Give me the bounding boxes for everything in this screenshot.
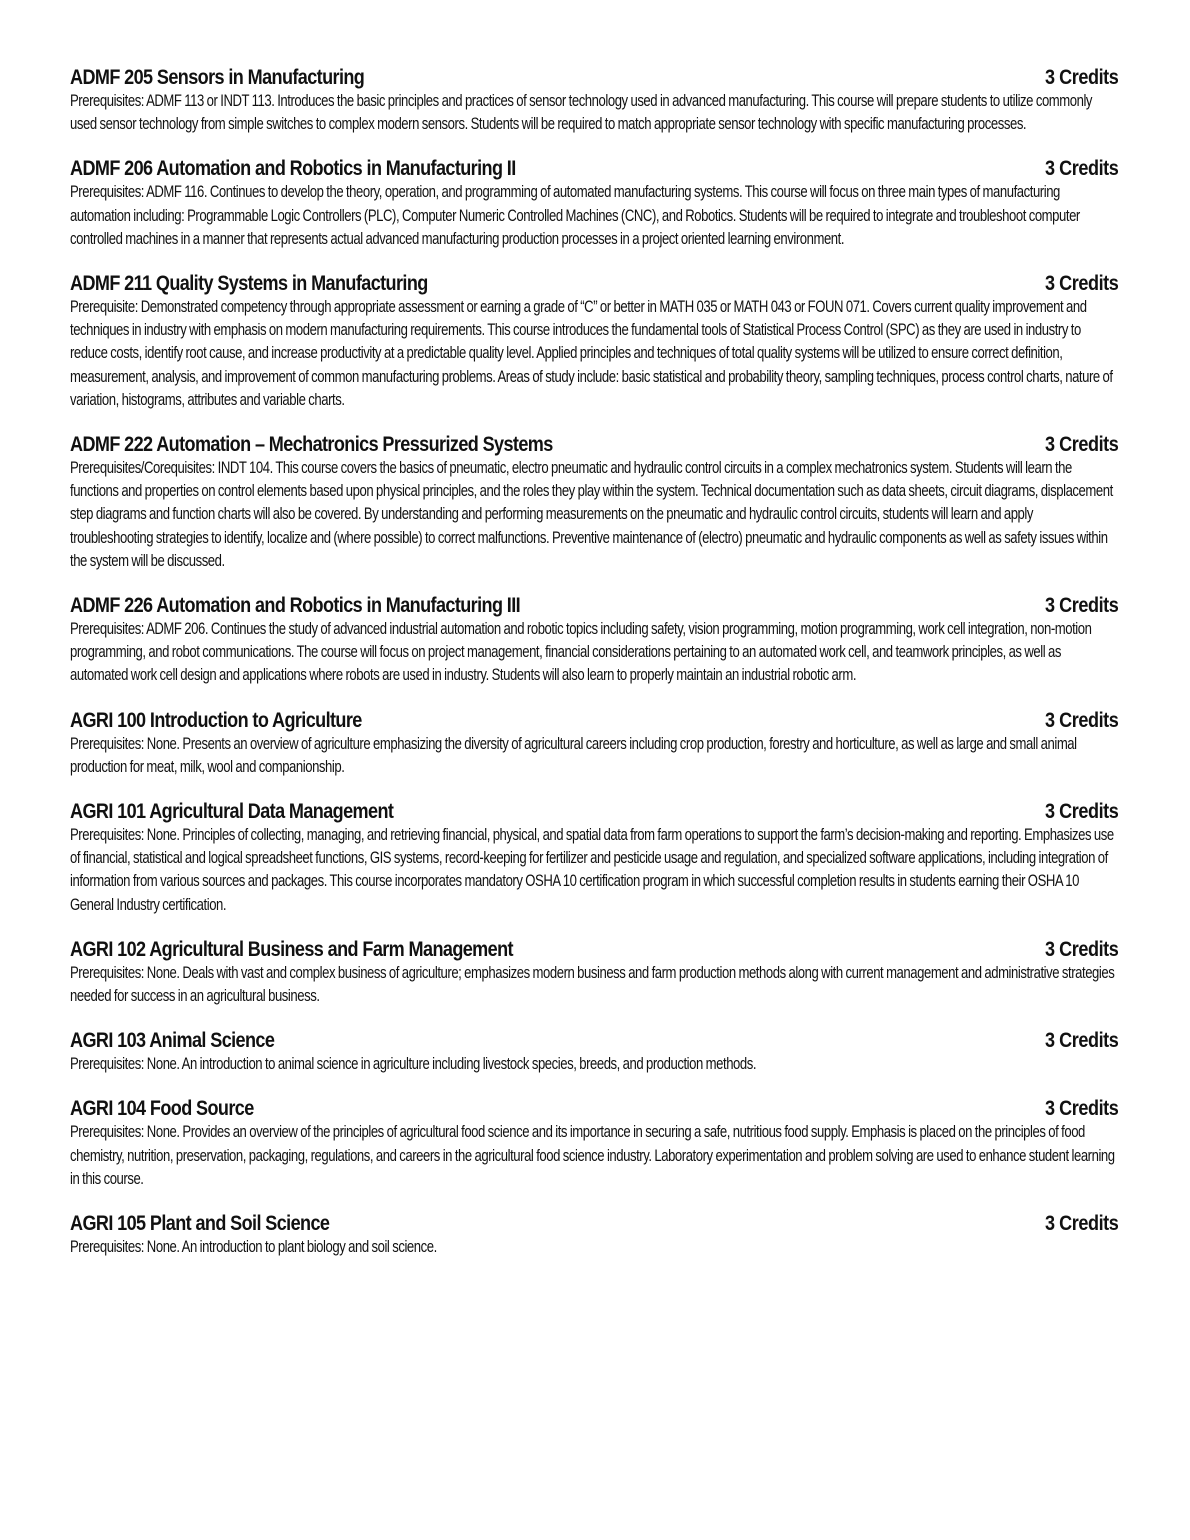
course-title: ADMF 205 Sensors in Manufacturing [70,66,365,89]
course-credits: 3 Credits [1044,157,1118,181]
course-entry-admf-211 [70,272,1118,412]
course-title: ADMF 226 Automation and Robotics in Manufacturing III [70,594,521,618]
course-entry-agri-104 [70,1097,1118,1191]
course-description: Prerequisites: ADMF 116. Continues to develop the theory, operation, and programming of automated manufacturing systems. This course will focus on three main types of manufacturing automation including: Programmable Logic Controllers (PLC), Computer Numeric Controlled Machines (CNC), and Robotics. Students will be required to integrate and troubleshoot computer controlled machines in a manner that represents actual advanced manufacturing production processes in a project oriented learning environment. [70,183,1080,248]
course-description: Prerequisites/Corequisites: INDT 104. This course covers the basics of pneumatic, electro pneumatic and hydraulic control circuits in a complex mechatronics system. Students will learn the functions and properties on control elements based upon physical principles, and the roles they play within the system. Technical documentation such as data sheets, circuit diagrams, displacement step diagrams and function charts will also be covered. By understanding and performing measurements on the pneumatic and hydraulic control circuits, students will learn and apply troubleshooting strategies to identify, localize and (where possible) to correct malfunctions. Preventive maintenance of (electro) pneumatic and hydraulic components as well as safety issues within the system will be discussed. [70,459,1113,570]
course-description: Prerequisites: None. Presents an overview of agriculture emphasizing the diversity of agricultural careers including crop production, forestry and horticulture, as well as large and small animal production for meat, milk, wool and companionship. [70,734,1077,776]
course-credits: 3 Credits [1044,594,1118,618]
course-entry-admf-222 [70,433,1118,573]
course-entry-admf-226 [70,594,1118,688]
course-header [70,709,1118,733]
course-header [70,800,1118,824]
course-title: ADMF 211 Quality Systems in Manufacturing [70,272,428,296]
course-credits: 3 Credits [1044,708,1118,732]
course-title: ADMF 206 Automation and Robotics in Manufacturing II [70,157,516,181]
course-description: Prerequisites: None. An introduction to animal science in agriculture including livestock species, breeds, and production methods. [70,1055,757,1074]
course-credits: 3 Credits [1044,272,1118,296]
course-header [70,1212,1118,1236]
course-description: Prerequisites: ADMF 206. Continues the study of advanced industrial automation and robotic topics including safety, vision programming, motion programming, work cell integration, non-motion programming, and robot communications. The course will focus on project management, financial considerations pertaining to an automated work cell, and teamwork principles, as well as automated work cell design and applications where robots are used in industry. Students will also learn to properly maintain an industrial robotic arm. [70,620,1092,685]
course-header [70,938,1118,962]
course-credits: 3 Credits [1044,1212,1118,1236]
course-entry-agri-103 [70,1029,1118,1076]
course-title: AGRI 103 Animal Science [70,1029,275,1053]
course-credits: 3 Credits [1044,66,1118,89]
course-description: Prerequisite: Demonstrated competency through appropriate assessment or earning a grade of “C” or better in MATH 035 or MATH 043 or FOUN 071. Covers current quality improvement and techniques in industry with emphasis on modern manufacturing requirements. This course introduces the fundamental tools of Statistical Process Control (SPC) as they are used in industry to reduce costs, identify root cause, and increase productivity at a predictable quality level. Applied principles and techniques of total quality systems will be utilized to ensure correct definition, measurement, analysis, and improvement of common manufacturing problems. Areas of study include: basic statistical and probability theory, sampling techniques, process control charts, nature of variation, histograms, attributes and variable charts. [70,298,1113,409]
course-credits: 3 Credits [1044,1097,1118,1121]
course-catalog-page [70,66,1118,1259]
course-entry-agri-102 [70,938,1118,1008]
course-credits: 3 Credits [1044,800,1118,824]
course-header [70,1029,1118,1053]
course-credits: 3 Credits [1044,1029,1118,1053]
course-header [70,157,1118,181]
course-entry-admf-205 [70,66,1118,136]
course-credits: 3 Credits [1044,433,1118,457]
course-title: AGRI 105 Plant and Soil Science [70,1212,330,1236]
course-title: AGRI 102 Agricultural Business and Farm Management [70,937,513,961]
course-title: AGRI 101 Agricultural Data Management [70,800,394,824]
course-entry-agri-100 [70,709,1118,779]
course-credits: 3 Credits [1044,937,1118,961]
course-header [70,433,1118,457]
course-title: ADMF 222 Automation – Mechatronics Pressurized Systems [70,433,553,457]
course-description: Prerequisites: None. Principles of collecting, managing, and retrieving financial, physical, and spatial data from farm operations to support the farm’s decision-making and reporting. Emphasizes use of financial, statistical and logical spreadsheet functions, GIS systems, record-keeping for fertilizer and pesticide usage and regulation, and specialized software applications, including integration of information from various sources and packages. This course incorporates mandatory OSHA 10 certification program in which successful completion results in students earning their OSHA 10 General Industry certification. [70,826,1114,914]
course-header [70,1097,1118,1121]
course-title: AGRI 104 Food Source [70,1097,254,1121]
course-description: Prerequisites: None. Deals with vast and complex business of agriculture; emphasizes modern business and farm production methods along with current management and administrative strategies needed for success in an agricultural business. [70,963,1115,1006]
course-entry-agri-101 [70,800,1118,917]
course-description: Prerequisites: None. An introduction to plant biology and soil science. [70,1238,437,1257]
course-description: Prerequisites: None. Provides an overview of the principles of agricultural food science and its importance in securing a safe, nutritious food supply. Emphasis is placed on the principles of food chemistry, nutrition, preservation, packaging, regulations, and careers in the agricultural food science industry. Laboratory experimentation and problem solving are used to enhance student learning in this course. [70,1123,1115,1188]
course-header [70,594,1118,618]
course-entry-admf-206 [70,157,1118,251]
course-entry-agri-105 [70,1212,1118,1259]
course-header [70,66,1118,90]
course-header [70,272,1118,296]
course-description: Prerequisites: ADMF 113 or INDT 113. Introduces the basic principles and practices of sensor technology used in advanced manufacturing. This course will prepare students to utilize commonly used sensor technology from simple switches to complex modern sensors. Students will be required to match appropriate sensor technology with specific manufacturing processes. [70,92,1093,134]
course-title: AGRI 100 Introduction to Agriculture [70,708,362,732]
